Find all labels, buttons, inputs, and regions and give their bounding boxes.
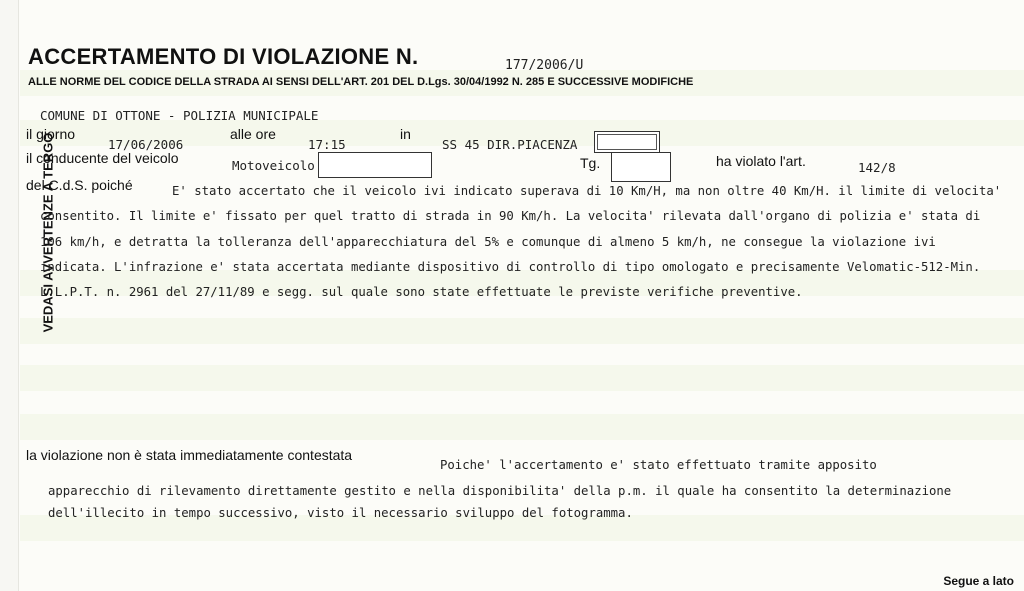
ore-value: 17:15 [308, 137, 346, 152]
vehicle-value: Motoveicolo [232, 158, 315, 173]
tg-label: Tg. [580, 155, 601, 171]
plate-redacted-box [611, 152, 671, 182]
article-value: 142/8 [858, 160, 896, 175]
giorno-value: 17/06/2006 [108, 137, 184, 152]
bleed-band [20, 414, 1024, 440]
in-label: in [400, 126, 411, 142]
ore-label: alle ore [230, 126, 276, 142]
conducente-label: il conducente del veicolo [26, 150, 179, 166]
footer-note: Segue a lato [943, 574, 1014, 588]
authority-text: COMUNE DI OTTONE - POLIZIA MUNICIPALE [40, 108, 319, 123]
contest-line: apparecchio di rilevamento direttamente gestito e nella disponibilita' della p.m. il quale ha consentito la determinazione [48, 484, 952, 498]
cds-label: del C.d.S. poiché [26, 177, 133, 193]
location-value: SS 45 DIR.PIACENZA [442, 137, 578, 152]
bleed-band [20, 365, 1024, 391]
violato-label: ha violato l'art. [716, 153, 806, 169]
violation-number: 177/2006/U [505, 58, 584, 73]
side-note: VEDASI AVVERTENZE A TERGO [40, 132, 56, 333]
contest-line: dell'illecito in tempo successivo, visto il necessario sviluppo del fotogramma. [48, 506, 633, 520]
description-line: indicata. L'infrazione e' stata accertata mediante dispositivo di controllo di tipo omologato e precisamente Velomatic-512-Min. [40, 260, 981, 274]
description-line: E' stato accertato che il veicolo ivi indicato superava di 10 Km/H, ma non oltre 40 Km/H. il limite di velocita' [172, 184, 1002, 198]
contest-line: Poiche' l'accertamento e' stato effettuato tramite apposito [440, 458, 877, 472]
location-redacted-box [594, 131, 660, 153]
giorno-label: il giorno [26, 126, 76, 142]
bleed-band [20, 318, 1024, 344]
contest-label: la violazione non è stata immediatamente contestata [26, 447, 353, 463]
left-edge [0, 0, 19, 591]
description-line: L.L.P.T. n. 2961 del 27/11/89 e segg. sul quale sono state effettuate le previste verifiche preventive. [40, 285, 803, 299]
form-subtitle: ALLE NORME DEL CODICE DELLA STRADA AI SENSI DELL'ART. 201 DEL D.Lgs. 30/04/1992 N. 285 E SUCCESSIVE MODIFICHE [28, 76, 694, 88]
description-line: 106 km/h, e detratta la tolleranza dell'apparecchiatura del 5% e comunque di almeno 5 km/h, ne consegue la violazione ivi [40, 235, 936, 249]
vehicle-redacted-box [318, 152, 432, 178]
form-title: ACCERTAMENTO DI VIOLAZIONE N. [28, 44, 419, 69]
description-line: consentito. Il limite e' fissato per quel tratto di strada in 90 Km/h. La velocita' rilevata dall'organo di polizia e' stata di [40, 209, 981, 223]
